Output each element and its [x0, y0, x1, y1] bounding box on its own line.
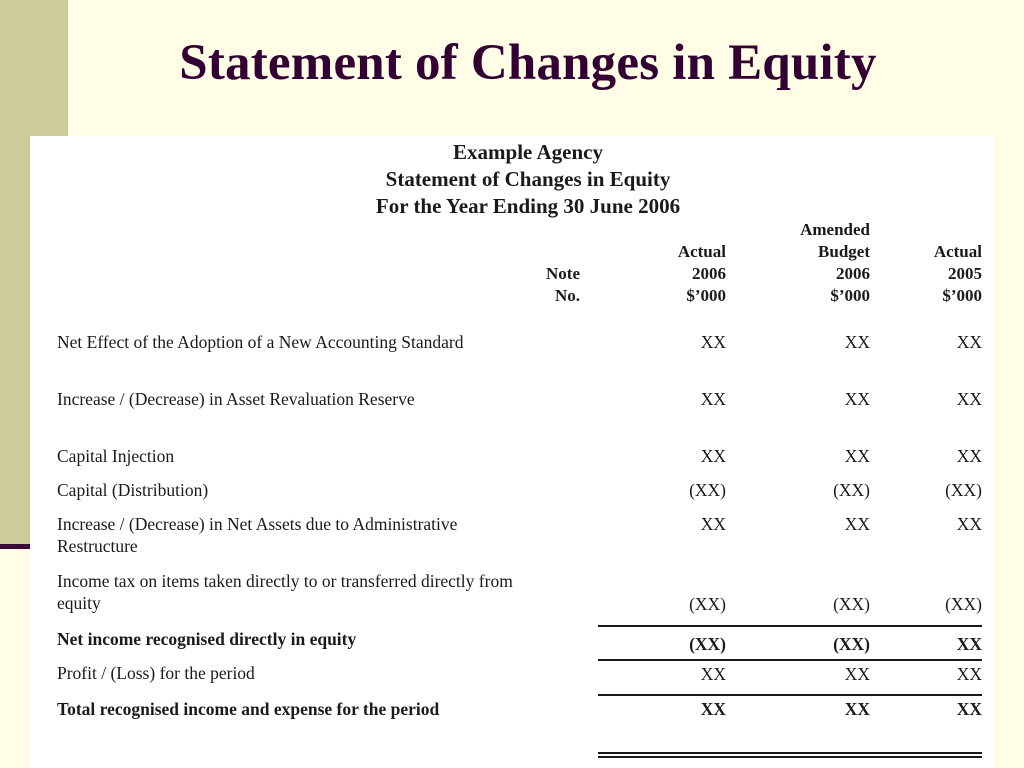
row-label-net-effect-adoption: Net Effect of the Adoption of a New Accounting Standard [57, 332, 464, 352]
row-label-capital-distribution: Capital (Distribution) [57, 480, 209, 500]
statement-document [30, 136, 994, 768]
entity-name: Example Agency [453, 140, 603, 164]
cell-actual-2005: XX [956, 389, 982, 409]
double-rule-bottom [598, 756, 982, 758]
cell-actual-2006: (XX) [689, 634, 726, 654]
cell-actual-2005: XX [956, 699, 982, 719]
cell-actual-2006: XX [700, 664, 726, 684]
statement-header [300, 139, 756, 220]
cell-actual-2006: XX [700, 446, 726, 466]
cell-actual-2006: XX [700, 332, 726, 352]
cell-actual-2005: XX [956, 664, 982, 684]
row-label-capital-injection: Capital Injection [57, 446, 175, 466]
column-header-actual-2006: Actual 2006 $’000 [677, 242, 726, 305]
cell-budget-2006: XX [844, 332, 870, 352]
row-label-net-income-equity: Net income recognised directly in equity [57, 629, 357, 649]
left-accent-rule [0, 544, 30, 549]
cell-budget-2006: (XX) [833, 480, 870, 500]
cell-budget-2006: XX [844, 699, 870, 719]
cell-actual-2006: (XX) [689, 480, 726, 500]
subtotal-rule [598, 625, 982, 627]
row-label-income-tax: Income tax on items taken directly to or transferred directly from equity [57, 571, 513, 613]
cell-budget-2006: XX [844, 514, 870, 534]
cell-budget-2006: XX [844, 664, 870, 684]
column-header-actual-2005: Actual 2005 $’000 [933, 242, 982, 305]
slide-title: Statement of Changes in Equity [179, 35, 877, 91]
cell-actual-2006: XX [700, 699, 726, 719]
cell-actual-2006: XX [700, 389, 726, 409]
cell-actual-2006: (XX) [689, 594, 726, 614]
column-header-amended-budget-2006: Amended Budget 2006 $’000 [800, 220, 870, 305]
cell-actual-2005: XX [956, 332, 982, 352]
double-rule-top [598, 752, 982, 754]
cell-actual-2005: XX [956, 446, 982, 466]
statement-title: Statement of Changes in Equity [385, 167, 671, 191]
row-rule [598, 659, 982, 661]
cell-budget-2006: (XX) [833, 634, 870, 654]
cell-actual-2006: XX [700, 514, 726, 534]
cell-actual-2005: XX [956, 634, 982, 654]
column-header-note: Note No. [546, 264, 580, 305]
row-label-total-recognised: Total recognised income and expense for the period [57, 699, 440, 719]
cell-budget-2006: (XX) [833, 594, 870, 614]
total-rule [598, 694, 982, 696]
cell-budget-2006: XX [844, 446, 870, 466]
cell-actual-2005: XX [956, 514, 982, 534]
cell-actual-2005: (XX) [945, 594, 982, 614]
row-label-asset-revaluation: Increase / (Decrease) in Asset Revaluation Reserve [57, 389, 415, 409]
cell-actual-2005: (XX) [945, 480, 982, 500]
statement-period: For the Year Ending 30 June 2006 [375, 194, 681, 218]
cell-budget-2006: XX [844, 389, 870, 409]
row-label-profit-loss: Profit / (Loss) for the period [57, 663, 255, 683]
row-label-administrative-restructure: Increase / (Decrease) in Net Assets due to Administrative Restructure [57, 514, 458, 556]
